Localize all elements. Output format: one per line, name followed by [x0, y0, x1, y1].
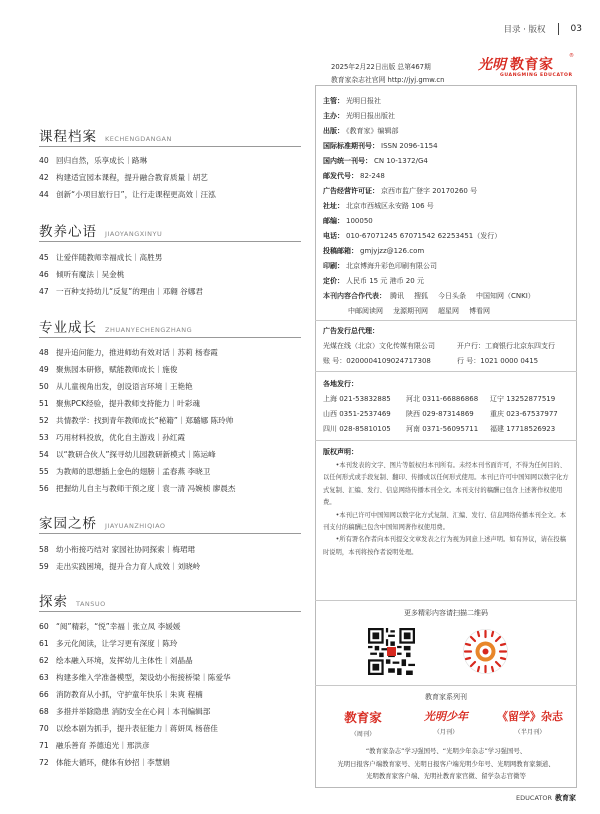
media-channels	[315, 745, 577, 783]
info-row[interactable]: 投稿邮箱： gmjyjzz@126.com	[323, 247, 425, 255]
info-row: 邮编： 100050	[323, 217, 373, 225]
channel-partners-row2: 中邮阅读网 龙源期刊网 超星网 博看网	[348, 307, 490, 315]
toc-item[interactable]: 55 为教师的思想插上金色的翅膀｜孟春燕 李晓卫	[39, 467, 211, 476]
info-row: 电话： 010-67071245 67071542 62253451（发行）	[323, 232, 502, 240]
toc-item[interactable]: 72 体能大循环，健体有妙招｜李慧娟	[39, 758, 170, 767]
distribution-cell: 陕西 029-87314869	[406, 410, 474, 418]
toc-item[interactable]: 54 以“教研合伙人”探寻幼儿园教研新模式｜陈运峰	[39, 450, 216, 459]
divider	[315, 600, 577, 601]
media-line: 光明日报客户端教育家号、光明日报客户端光明少年号、光明网教育家频道、	[337, 759, 555, 768]
header-divider	[558, 23, 559, 35]
section-items	[39, 618, 231, 771]
distribution-cell: 福建 17718526923	[490, 425, 556, 433]
issue-info: 2025年2月22日出版 总第467期	[331, 63, 431, 71]
toc-item[interactable]: 61 多元化阅读，让学习更有深度｜陈玲	[39, 639, 178, 648]
info-row: 印刷： 北京博海升彩色印刷有限公司	[323, 262, 437, 270]
section-rule	[39, 337, 301, 338]
logo-english: GUANGMING EDUCATOR	[500, 73, 573, 78]
brand-educator[interactable]	[328, 708, 398, 738]
copyright-notice	[323, 460, 569, 559]
brand-name: 教育家	[344, 710, 382, 725]
page-footer	[516, 793, 576, 803]
toc-item[interactable]: 51 聚焦PCK经验，提升教师支持能力｜叶彩魂	[39, 399, 200, 408]
brand-study-abroad[interactable]	[492, 708, 568, 736]
toc-item[interactable]: 46 倾听有魔法｜吴金桃	[39, 270, 125, 279]
copyright-title: 版权声明：	[323, 448, 358, 456]
brand-guangming-youth[interactable]	[411, 708, 481, 736]
section-rule	[39, 241, 301, 242]
page-number: 03	[570, 24, 582, 34]
toc-item[interactable]: 49 聚焦园本研修，赋能教师成长｜施俊	[39, 365, 178, 374]
toc-item[interactable]: 66 消防教育从小抓，守护童年快乐｜朱爽 程楠	[39, 690, 203, 699]
media-line: “教育家杂志”学习强国号、“光明少年杂志”学习强国号、	[365, 747, 527, 755]
info-row: 国际标准期刊号： ISSN 2096-1154	[323, 142, 438, 150]
divider	[315, 440, 577, 441]
toc-item[interactable]: 56 把握幼儿自主与教师干预之度｜袁一清 冯婉桢 廖晨杰	[39, 484, 236, 493]
footer-en: EDUCATOR	[516, 794, 552, 802]
toc-item[interactable]: 59 走出实践困境，提升合力育人成效｜刘晓岭	[39, 562, 201, 571]
info-row: 主管： 光明日报社	[323, 97, 381, 105]
toc-item[interactable]: 45 让爱伴随教师幸福成长｜高胜男	[39, 253, 163, 262]
educator-logo	[478, 54, 576, 88]
section-items	[39, 249, 203, 300]
media-line: 光明教育家客户端、光明社教育家官微、留学杂志官微等	[366, 772, 526, 780]
website-info: 教育家杂志社官网 http://jyj.gmw.cn	[331, 76, 445, 84]
distribution-cell: 辽宁 13252877519	[490, 395, 556, 403]
toc-item[interactable]: 70 以绘本剧为抓手，提升表征能力｜蒋妍凤 杨蓓佳	[39, 724, 218, 733]
toc-item[interactable]: 62 绘本融入环境，发挥幼儿主体性｜刘晶晶	[39, 656, 193, 665]
toc-item[interactable]: 58 幼小衔接巧结对 家园社协同探索｜梅珺珺	[39, 545, 196, 554]
brand-cycle: （周刊）	[350, 731, 376, 738]
section-title: 教养心语 JIAOYANGXINYU	[39, 224, 163, 240]
logo-mark: 教育家	[510, 57, 554, 73]
info-row: 社址： 北京市西城区永安路 106 号	[323, 202, 434, 210]
toc-item[interactable]: 63 构建多维入学准备模型，架设幼小衔接桥梁｜陈爱华	[39, 673, 231, 682]
toc-item[interactable]: 71 融乐善育 养德追光｜邢洪彦	[39, 741, 150, 750]
distribution-cell: 重庆 023-67537977	[490, 410, 558, 418]
toc-item[interactable]: 48 提升追问能力，推进师幼有效对话｜苏莉 杨春霞	[39, 348, 218, 357]
divider	[315, 371, 577, 372]
logo-script: 光明	[478, 57, 506, 73]
info-row: 定价： 人民币 15 元 港币 20 元	[323, 277, 424, 285]
page-header	[503, 21, 582, 37]
section-rule	[39, 146, 301, 147]
footer-cn: 教育家	[555, 794, 576, 802]
info-row: 邮发代号： 82-248	[323, 172, 385, 180]
bank-number: 行 号：1021 0000 0415	[457, 357, 539, 365]
section-title: 课程档案 KECHENGDANGAN	[39, 129, 172, 145]
info-row: 国内统一刊号： CN 10-1372/G4	[323, 157, 428, 165]
section-rule	[39, 533, 301, 534]
brand-cycle: （半月刊）	[514, 729, 546, 736]
copyright-paragraph: •所有署名作者向本刊提交文章发表之行为视为同意上述声明。如有异议，请在投稿时说明，本刊将按作者说明处理。	[323, 536, 566, 556]
distribution-cell: 山西 0351-2537469	[323, 410, 391, 418]
section-rule	[39, 611, 301, 612]
toc-item[interactable]: 47 一百种支持幼儿“反复”的理由｜邓翱 谷娜君	[39, 287, 203, 296]
registered-mark: ®	[569, 53, 574, 59]
divider	[315, 320, 577, 321]
qr-code-icon[interactable]	[368, 628, 415, 675]
brand-cycle: （月刊）	[433, 729, 459, 736]
toc-item[interactable]: 40 回归自然，乐享成长｜路琳	[39, 156, 148, 165]
copyright-paragraph: •本刊已许可中国知网以数字化方式复制、汇编、发行、信息网络传播本刊全文。本刊支付的稿酬已包含中国知网著作权使用费。	[323, 511, 566, 532]
section-items	[39, 541, 200, 575]
toc-item[interactable]: 60 “阅”精彩，“悦”幸福｜张立凤 李媛媛	[39, 622, 181, 631]
header-section: 目录 · 版权	[503, 25, 546, 35]
toc-item[interactable]: 42 构建适宜园本课程，提升融合教育质量｜胡艺	[39, 173, 208, 182]
qr-title: 更多精彩内容请扫描二维码	[404, 609, 488, 617]
ad-agent-company: 光煤在线（北京）文化传媒有限公司	[323, 342, 435, 350]
series-title: 教育家系列刊	[425, 693, 467, 701]
info-row: 广告经营许可证： 京西市监广登字 20170260 号	[323, 187, 478, 195]
toc-item[interactable]: 50 从儿童视角出发，创设语言环境｜王艳艳	[39, 382, 193, 391]
divider	[315, 685, 577, 686]
distribution-cell: 四川 028-85810105	[323, 425, 391, 433]
mini-program-code-icon[interactable]	[462, 628, 509, 675]
section-items	[39, 344, 235, 497]
toc-item[interactable]: 44 创新“小项目旅行日”，让行走课程更高效｜汪泓	[39, 190, 216, 199]
brand-name: 光明少年	[424, 710, 468, 723]
copyright-paragraph: •本刊发表的文字、图片等版权归本刊所有。未经本刊书面许可，不得为任何目的、以任何形式或手段复制、翻印、传播或以任何形式使用。本刊已许可中国知网以数字化方式复制、汇编、发行、信息网络传播本刊全文。本刊支付的稿酬已包含上述著作权使用费。	[323, 462, 569, 507]
toc-item[interactable]: 53 巧用材料投放，优化自主游戏｜孙红霞	[39, 433, 186, 442]
distribution-cell: 上海 021-53832885	[323, 395, 391, 403]
ad-agent-title: 广告发行总代理：	[323, 327, 379, 335]
section-title: 专业成长 ZHUANYECHENGZHANG	[39, 320, 193, 336]
section-items	[39, 152, 216, 203]
brand-name: 《留学》杂志	[497, 710, 563, 723]
bank-name: 开户行：工商银行北京东四支行	[457, 342, 555, 350]
section-title: 探索 TANSUO	[39, 594, 106, 610]
account-number: 账 号：0200004109024717308	[323, 357, 431, 365]
distribution-cell: 河北 0311-66886868	[406, 395, 479, 403]
distribution-title: 各地发行：	[323, 380, 358, 388]
section-title: 家园之桥 JIAYUANZHIQIAO	[39, 516, 166, 532]
channel-partners: 本刊内容合作代表： 腾讯 搜狐 今日头条 中国知网（CNKI）	[323, 292, 535, 300]
toc-item[interactable]: 68 多措并举除隐患 消防安全在心间｜本刊编辑部	[39, 707, 211, 716]
toc-item[interactable]: 52 共情教学：找到青年教师成长“秘籍”｜郑璐娜 陈玲帅	[39, 416, 234, 425]
info-row: 出版： 《教育家》编辑部	[323, 127, 399, 135]
distribution-cell: 河南 0371-56095711	[406, 425, 479, 433]
info-row: 主办： 光明日报出版社	[323, 112, 395, 120]
